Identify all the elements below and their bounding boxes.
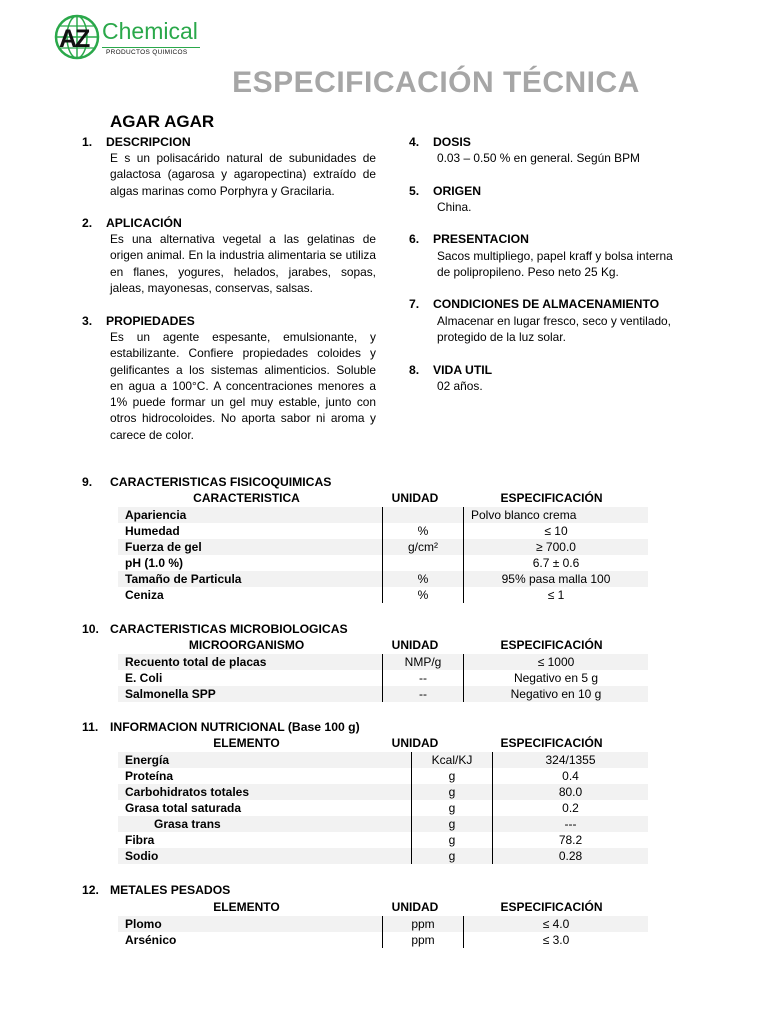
table-row (118, 686, 648, 702)
table-10-heading (82, 621, 348, 637)
section-8-heading (409, 362, 492, 378)
table-10-header-microorganism: MICROORGANISMO (188, 638, 305, 652)
table-row (118, 539, 648, 555)
section-6-line-1: Sacos multipliego, papel kraff y bolsa interna (437, 249, 673, 263)
cell-characteristic: Ceniza (125, 588, 164, 602)
cell-spec: ≤ 10 (544, 524, 568, 538)
table-9-physicochemical (118, 507, 648, 603)
cell-unit: Kcal/KJ (412, 752, 493, 768)
section-4-heading (409, 134, 471, 150)
section-title: INFORMACION NUTRICIONAL (Base 100 g) (110, 720, 360, 734)
table-9-header-spec: ESPECIFICACIÓN (500, 491, 603, 505)
table-9-header-characteristic: CARACTERISTICA (193, 491, 300, 505)
cell-spec: 0.4 (562, 769, 579, 783)
cell-spec: Negativo en 5 g (513, 671, 599, 685)
table-12-header-spec: ESPECIFICACIÓN (500, 900, 603, 914)
table-row (118, 916, 648, 932)
section-2-heading (82, 215, 182, 231)
table-11-nutrition (118, 752, 648, 864)
cell-element: Energía (118, 752, 412, 768)
section-number: 4. (409, 135, 420, 149)
cell-element: Sodio (118, 848, 412, 864)
cell-spec: ≥ 700.0 (464, 539, 649, 555)
table-row (118, 555, 648, 571)
section-title: DOSIS (433, 135, 471, 149)
cell-unit: % (383, 523, 464, 539)
section-6-line-2: de polipropileno. Peso neto 25 Kg. (437, 265, 619, 279)
section-1-body: E s un polisacárido natural de subunidades de galactosa (agarosa y agaropectina) extraído de algas marinas como Porphyra y Gracilaria. (110, 151, 376, 198)
cell-characteristic: Humedad (125, 524, 180, 538)
cell-spec: --- (493, 816, 649, 832)
table-row (118, 768, 648, 784)
logo-subtitle: PRODUCTOS QUIMICOS (106, 49, 188, 56)
document-title: ESPECIFICACIÓN TÉCNICA (232, 66, 640, 99)
section-number: 1. (82, 135, 93, 149)
cell-element: Grasa total saturada (125, 801, 242, 815)
cell-spec: ≤ 1000 (464, 654, 649, 670)
section-number: 12. (82, 883, 99, 897)
table-9-heading (82, 474, 331, 490)
section-7-line-1: Almacenar en lugar fresco, seco y ventilado, (437, 314, 671, 328)
table-row (118, 752, 648, 768)
table-row (118, 587, 648, 603)
table-12-header-element: ELEMENTO (213, 900, 280, 914)
section-3-body: Es un agente espesante, emulsionante, y estabilizante. Confiere propiedades coloides y gelificantes a los sistemas alimenticios. Soluble en agua a 100°C. A concentraciones menores a 1% puede formar un gel muy estable, junto con otros hidrocoloides. No aporta sabor ni aroma y carece de color. (110, 330, 376, 442)
section-title: CARACTERISTICAS FISICOQUIMICAS (110, 475, 332, 489)
section-title: PROPIEDADES (106, 314, 195, 328)
cell-spec: 80.0 (493, 784, 649, 800)
table-row (118, 816, 648, 832)
section-title: ORIGEN (433, 184, 482, 198)
table-12-header-unit: UNIDAD (391, 900, 439, 914)
table-11-heading (82, 719, 360, 735)
cell-unit: g/cm² (383, 539, 464, 555)
cell-unit (383, 507, 464, 523)
cell-spec: ≤ 3.0 (542, 933, 570, 947)
cell-microorganism: E. Coli (125, 671, 163, 685)
section-number: 5. (409, 184, 420, 198)
table-row (118, 784, 648, 800)
cell-unit: g (412, 800, 493, 816)
section-title: VIDA UTIL (433, 363, 493, 377)
cell-unit: -- (383, 670, 464, 686)
section-number: 6. (409, 232, 420, 246)
section-number: 8. (409, 363, 420, 377)
section-2-body: Es una alternativa vegetal a las gelatinas de origen animal. En la industria alimentaria se utiliza en flanes, yogures, helados, jarabes, sopas, jaleas, mayonesas, conservas, salsas. (110, 232, 376, 295)
table-row (118, 571, 648, 587)
table-row (118, 654, 648, 670)
table-10-header-unit: UNIDAD (391, 638, 439, 652)
section-number: 7. (409, 297, 420, 311)
section-7-heading (409, 296, 659, 312)
section-4-body: 0.03 – 0.50 % en general. Según BPM (437, 151, 640, 165)
cell-unit: ppm (383, 916, 464, 932)
section-title: METALES PESADOS (110, 883, 231, 897)
table-row (118, 523, 648, 539)
cell-unit: g (412, 784, 493, 800)
cell-unit (383, 555, 464, 571)
cell-microorganism: Salmonella SPP (118, 686, 383, 702)
section-5-heading (409, 183, 481, 199)
table-9-header-unit: UNIDAD (391, 491, 439, 505)
cell-unit: % (383, 571, 464, 587)
table-11-header-element: ELEMENTO (213, 736, 280, 750)
cell-element: Arsénico (125, 933, 177, 947)
cell-unit: g (412, 816, 493, 832)
table-10-header-spec: ESPECIFICACIÓN (500, 638, 603, 652)
cell-spec: 324/1355 (493, 752, 649, 768)
cell-characteristic: pH (1.0 %) (125, 556, 184, 570)
cell-spec: ≤ 4.0 (464, 916, 649, 932)
cell-unit: g (412, 848, 493, 864)
section-title: PRESENTACION (433, 232, 529, 246)
cell-spec: ≤ 1 (547, 588, 565, 602)
cell-spec: 6.7 ± 0.6 (532, 556, 580, 570)
cell-element: Proteína (125, 769, 174, 783)
table-10-microbiological (118, 654, 648, 702)
section-3-heading (82, 313, 195, 329)
cell-spec: 0.28 (493, 848, 649, 864)
table-row (118, 832, 648, 848)
cell-spec: 78.2 (558, 833, 583, 847)
section-number: 10. (82, 622, 99, 636)
table-row (118, 848, 648, 864)
section-number: 9. (82, 475, 93, 489)
section-title: CARACTERISTICAS MICROBIOLOGICAS (110, 622, 348, 636)
cell-spec: Negativo en 10 g (464, 686, 649, 702)
cell-unit: % (383, 587, 464, 603)
cell-spec: Polvo blanco crema (464, 507, 649, 523)
company-logo (54, 14, 204, 62)
section-title: CONDICIONES DE ALMACENAMIENTO (433, 297, 660, 311)
cell-characteristic: Apariencia (118, 507, 383, 523)
table-row (118, 932, 648, 948)
table-row (118, 507, 648, 523)
cell-spec: 0.2 (562, 801, 579, 815)
cell-unit: g (412, 768, 493, 784)
table-row (118, 800, 648, 816)
section-5-body: China. (437, 200, 472, 214)
cell-unit: ppm (383, 932, 464, 948)
section-1-heading (82, 134, 191, 150)
section-number: 2. (82, 216, 93, 230)
cell-spec: 95% pasa malla 100 (464, 571, 649, 587)
cell-characteristic: Fuerza de gel (118, 539, 383, 555)
table-row (118, 670, 648, 686)
cell-unit: g (412, 832, 493, 848)
section-title: APLICACIÓN (106, 216, 182, 230)
table-12-heavy-metals (118, 916, 648, 948)
section-8-body: 02 años. (437, 379, 483, 393)
cell-unit: -- (383, 686, 464, 702)
logo-brand-text: Chemical (102, 18, 198, 44)
logo-az-text: AZ (59, 25, 89, 53)
table-11-header-unit: UNIDAD (391, 736, 439, 750)
section-title: DESCRIPCION (106, 135, 191, 149)
product-name: AGAR AGAR (110, 112, 215, 131)
section-6-heading (409, 231, 529, 247)
section-7-line-2: protegido de la luz solar. (437, 330, 566, 344)
cell-microorganism: Recuento total de placas (118, 654, 383, 670)
cell-element: Fibra (125, 833, 155, 847)
cell-element: Carbohidratos totales (118, 784, 412, 800)
cell-unit: NMP/g (383, 654, 464, 670)
cell-element: Grasa trans (118, 816, 412, 832)
section-number: 3. (82, 314, 93, 328)
table-12-heading (82, 882, 230, 898)
logo-underline (102, 47, 200, 48)
section-number: 11. (82, 720, 99, 734)
table-11-header-spec: ESPECIFICACIÓN (500, 736, 603, 750)
cell-element: Plomo (118, 916, 383, 932)
cell-characteristic: Tamaño de Particula (118, 571, 383, 587)
